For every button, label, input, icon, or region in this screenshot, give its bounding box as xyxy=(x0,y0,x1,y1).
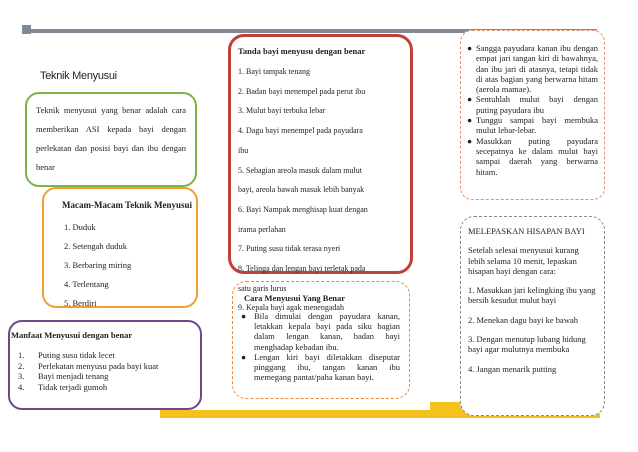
melepas-content xyxy=(468,226,596,383)
steps-list xyxy=(466,43,598,177)
list-text: Tunggu sampai bayi membuka mulut lebar-lebar. xyxy=(476,115,598,136)
list-text: Tidak terjadi gumoh xyxy=(38,381,108,392)
list-item: 6. Bayi Nampak menghisap kuat dengan xyxy=(238,204,368,214)
bullet-icon: ● xyxy=(467,135,473,146)
list-item: 2. Badan bayi menempel pada perut ibu xyxy=(238,86,366,96)
macam-heading: Macam-Macam Teknik Menyusui xyxy=(62,200,193,210)
tanda-heading: Tanda bayi menyusu dengan benar xyxy=(238,46,366,56)
melepas-paragraph: 2. Menekan dagu bayi ke bawah xyxy=(468,314,578,325)
list-item xyxy=(466,115,598,136)
list-item: 9. Kepala bayi agak menengadah xyxy=(238,303,344,313)
melepas-heading: MELEPASKAN HISAPAN BAYI xyxy=(468,226,585,236)
list-text: Perlekatan menyusu pada bayi kuat xyxy=(38,360,159,371)
page-title: Teknik Menyusui xyxy=(40,70,117,82)
list-item: bayi, areola bawah masuk lebih banyak xyxy=(238,185,365,195)
list-item xyxy=(18,371,158,382)
bullet-icon: ● xyxy=(241,311,247,321)
list-item: 5. Berdiri xyxy=(64,298,97,308)
list-item: 1. Bayi tampak tenang xyxy=(238,67,310,76)
list-item: ibu xyxy=(238,145,249,155)
list-item xyxy=(18,382,158,393)
list-text: Masukkan puting payudara secepatnya ke dalam mulut bayi sampai daerah yang berwarna hitam. xyxy=(476,135,598,177)
list-item: 3. Mulut bayi terbuka lebar xyxy=(238,106,326,116)
list-item: 8. Telinga dan lengan bayi terletak pada xyxy=(238,264,366,274)
list-number: 4. xyxy=(18,381,25,392)
list-item: 2. Setengah duduk xyxy=(64,241,128,251)
list-item: 7. Puting susu tidak terasa nyeri xyxy=(238,244,341,254)
list-item xyxy=(466,94,598,115)
bullet-icon: ● xyxy=(467,94,473,105)
list-item: 4. Terlentang xyxy=(64,279,109,289)
melepas-paragraph: Setelah selesai menyusui kurang lebih selama 10 menit, lepaskan hisapan bayi dengan cara: xyxy=(468,245,579,276)
list-item xyxy=(240,352,400,383)
bullet-icon: ● xyxy=(241,351,247,362)
list-item xyxy=(18,350,158,361)
list-text: Sentuhlah mulut bayi dengan puting payudara ibu xyxy=(476,94,598,115)
manfaat-list xyxy=(18,350,158,392)
cara-heading: Cara Menyusui Yang Benar xyxy=(244,293,345,303)
list-item: 1. Duduk xyxy=(64,222,96,232)
list-item xyxy=(18,361,158,372)
list-text: Lengan kiri bayi diletakkan diseputar pinggang ibu, tangan kanan ibu memegang pantat/paha kanan bayi. xyxy=(254,351,400,383)
melepas-paragraph: 4. Jangan menarik putting xyxy=(468,363,557,374)
list-item: 4. Dagu bayi menempel pada payudara xyxy=(238,126,363,136)
list-text: Bila dimulai dengan payudara kanan, letakkan kepala bayi pada siku bagian dalam lengan kanan, badan bayi menghadap kebadan ibu. xyxy=(254,311,400,352)
list-item: 5. Sebagian areola masuk dalam mulut xyxy=(238,165,362,175)
list-item xyxy=(466,136,598,177)
list-item: 3. Berbaring miring xyxy=(64,260,132,270)
list-item: satu garis lurus xyxy=(238,283,287,293)
list-text: Puting susu tidak lecet xyxy=(38,350,115,360)
list-number: 1. xyxy=(18,350,25,360)
tanda-list xyxy=(238,62,408,318)
cara-list xyxy=(240,311,400,382)
list-item xyxy=(466,43,598,94)
list-item xyxy=(240,311,400,352)
list-text: Sangga payudara kanan ibu dengan empat jari tangan kiri di bawahnya, dan ibu jari di atasnya, tetapi tidak di atas bagian yang berwarna hitam (aerola mamae). xyxy=(476,43,598,95)
intro-text: Teknik menyusui yang benar adalah cara memberikan ASI kepada bayi dengan perlekatan dan posisi bayi dan ibu dengan benar xyxy=(36,105,186,172)
list-item: irama perlahan xyxy=(238,224,286,234)
list-number: 3. xyxy=(18,371,25,381)
bullet-icon: ● xyxy=(467,115,473,126)
macam-list xyxy=(64,218,131,313)
melepas-paragraph: 3. Dengan menutup lubang hidung bayi agar mulutnya membuka xyxy=(468,334,586,355)
bullet-icon: ● xyxy=(467,43,473,53)
melepas-paragraph: 1. Masukkan jari kelingking ibu yang bersih kesudut mulut bayi xyxy=(468,285,596,306)
list-number: 2. xyxy=(18,360,25,371)
manfaat-heading: Manfaat Menyusui dengan benar xyxy=(11,330,133,340)
list-text: Bayi menjadi tenang xyxy=(38,371,109,381)
